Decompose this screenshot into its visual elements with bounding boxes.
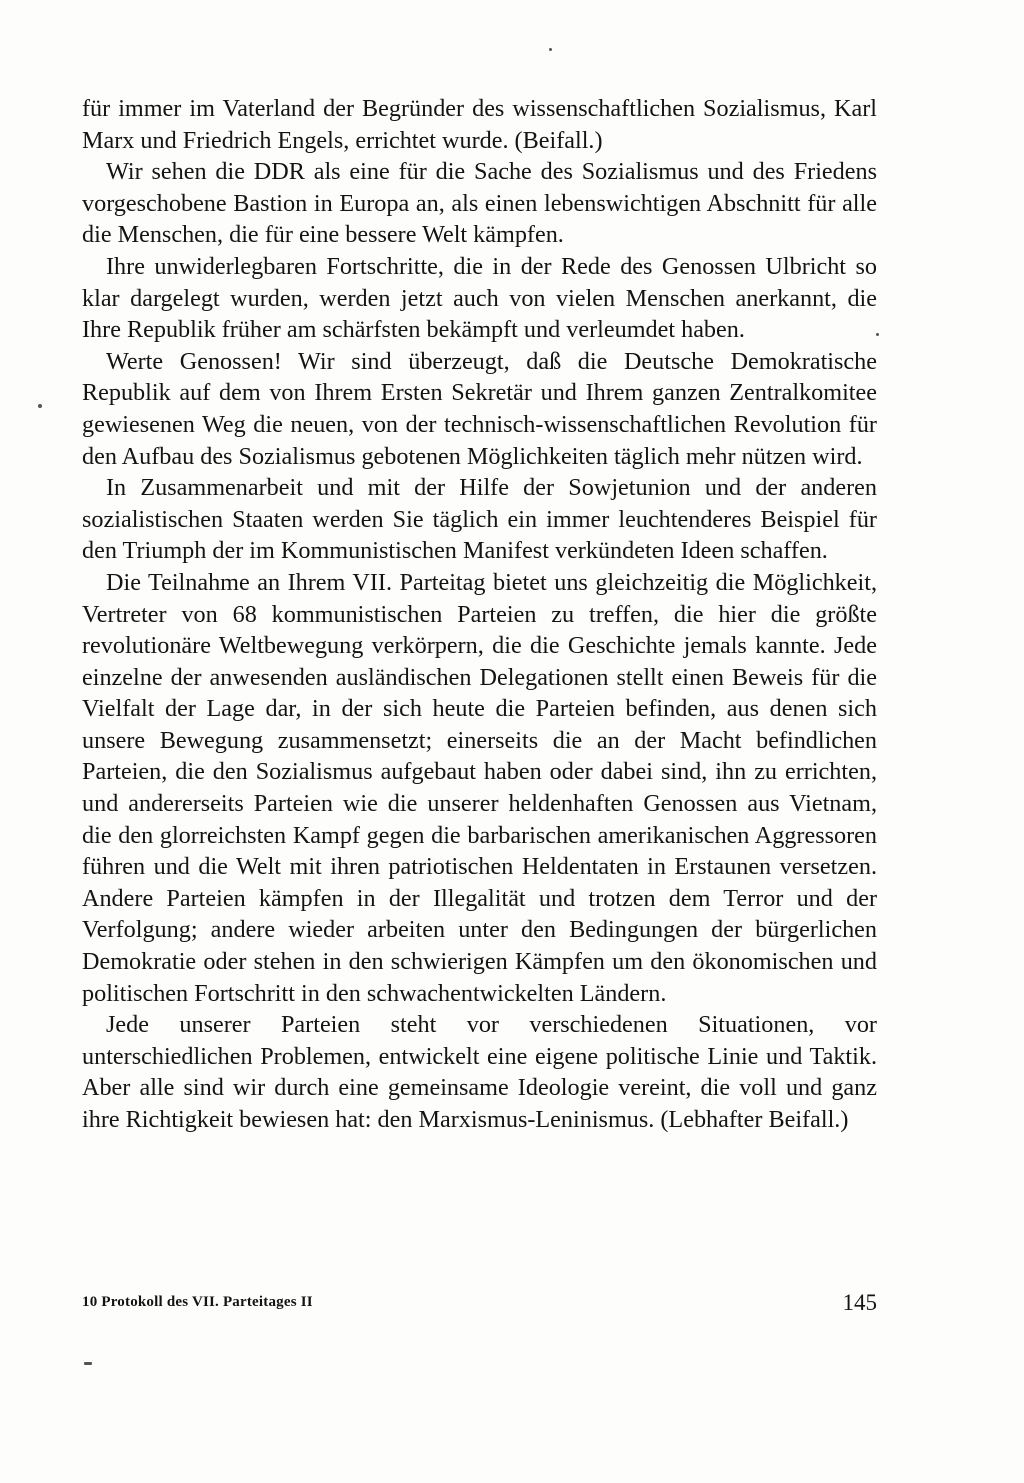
page-number: 145 bbox=[842, 1290, 877, 1315]
paragraph-4: Werte Genossen! Wir sind überzeugt, daß die Deutsche Demokratische Republik auf dem von Ihrem Ersten Sekretär und Ihrem ganzen Zentralkomitee gewiesenen Weg die neuen, von der technisch-wissenschaftlichen Revolution für den Aufbau des Sozialismus gebotenen Möglichkeiten täglich mehr nützen wird. bbox=[82, 347, 877, 470]
paragraph-3: Ihre unwiderlegbaren Fortschritte, die in der Rede des Genossen Ulbricht so klar dargelegt wurden, werden jetzt auch von vielen Menschen anerkannt, die Ihre Republik früher am schärfsten bekämpft und verleumdet haben. bbox=[82, 252, 877, 344]
print-signature: 10 Protokoll des VII. Parteitages II bbox=[82, 1294, 313, 1310]
paragraph-1: für immer im Vaterland der Begründer des wissenschaftlichen Sozialismus, Karl Marx und Friedrich Engels, errichtet wurde. (Beifall.) bbox=[82, 95, 877, 154]
paragraph-5: In Zusammenarbeit und mit der Hilfe der Sowjetunion und der anderen sozialistischen Staaten werden Sie täglich ein immer leuchtenderes Beispiel für den Triumph der im Kommunistischen Manifest verkündeten Ideen schaffen. bbox=[82, 474, 877, 565]
scan-speck bbox=[38, 404, 42, 408]
paragraph-7: Jede unserer Parteien steht vor verschiedenen Situationen, vor unterschiedlichen Problemen, entwickelt eine eigene politische Linie und Taktik. Aber alle sind wir durch eine gemeinsame Ideologie vereint, die voll und ganz ihre Richtigkeit bewiesen hat: den Marxismus-Leninismus. (Lebhafter Beifall.) bbox=[82, 1011, 877, 1133]
body-text bbox=[82, 93, 877, 1136]
paragraph-6: Die Teilnahme an Ihrem VII. Parteitag bietet uns gleichzeitig die Möglichkeit, Vertreter von 68 kommunistischen Parteien zu treffen, die hier die größte revolutionäre Weltbewegung verkörpern, die die Geschichte jemals kannte. Jede einzelne der anwesenden ausländischen Delegationen stellt einen Beweis für die Vielfalt der Lage dar, in der sich heute die Parteien befinden, aus denen sich unsere Bewegung zusammensetzt; einerseits die an der Macht befindlichen Parteien, die den Sozialismus aufgebaut haben oder dabei sind, ihn zu errichten, und andererseits Parteien wie die unserer heldenhaften Genossen aus Vietnam, die den glorreichsten Kampf gegen die barbarischen amerikanischen Aggressoren führen und die Welt mit ihren patriotischen Heldentaten in Erstaunen versetzen. Andere Parteien kämpfen in der Illegalität und trotzen dem Terror und der Verfolgung; andere wieder arbeiten unter den Bedingungen der bürgerlichen Demokratie oder stehen in den schwierigen Kämpfen um den ökonomischen und politischen Fortschritt in den schwachentwickelten Ländern. bbox=[82, 568, 877, 1007]
scan-speck bbox=[876, 333, 879, 336]
scan-speck bbox=[84, 1362, 92, 1365]
scan-speck bbox=[549, 48, 552, 51]
paragraph-2: Wir sehen die DDR als eine für die Sache des Sozialismus und des Friedens vorgeschobene Bastion in Europa an, als einen lebenswichtigen Abschnitt für alle die Menschen, die für eine bessere Welt kämpfen. bbox=[82, 158, 877, 249]
